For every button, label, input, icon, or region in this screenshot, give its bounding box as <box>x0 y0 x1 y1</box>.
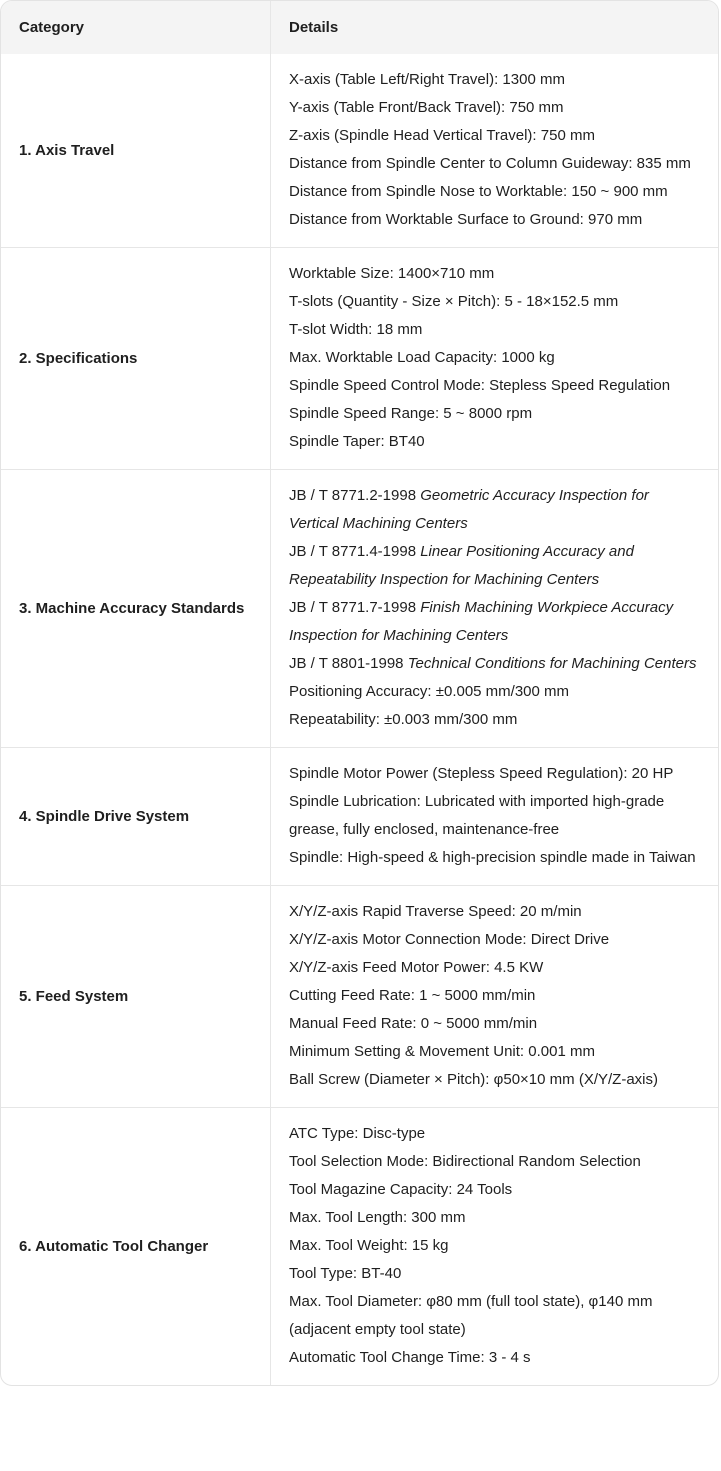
category-label: 4. Spindle Drive System <box>19 808 190 825</box>
detail-item: Ball Screw (Diameter × Pitch): φ50×10 mm (X/Y/Z-axis) <box>289 1071 658 1088</box>
table-row <box>1 247 718 469</box>
category-cell <box>1 470 271 747</box>
details-cell <box>271 54 718 247</box>
table-row <box>1 747 718 885</box>
details-cell <box>271 1108 718 1385</box>
category-cell <box>1 886 271 1107</box>
detail-item: Worktable Size: 1400×710 mm <box>289 265 495 282</box>
detail-item: X-axis (Table Left/Right Travel): 1300 mm <box>289 71 565 88</box>
standard-item <box>289 594 700 650</box>
category-cell <box>1 54 271 247</box>
standard-title: Finish Machining Workpiece Accuracy Inspection for Machining Centers <box>289 599 674 644</box>
category-cell <box>1 1108 271 1385</box>
detail-item: T-slots (Quantity - Size × Pitch): 5 - 18×152.5 mm <box>289 293 619 310</box>
category-cell <box>1 248 271 469</box>
detail-item: Distance from Worktable Surface to Ground: 970 mm <box>289 211 643 228</box>
standard-title: Technical Conditions for Machining Centers <box>407 655 697 672</box>
header-category: Category <box>1 1 271 54</box>
detail-item: Automatic Tool Change Time: 3 - 4 s <box>289 1349 531 1366</box>
detail-item: Spindle Speed Range: 5 ~ 8000 rpm <box>289 405 533 422</box>
detail-item: Distance from Spindle Center to Column Guideway: 835 mm <box>289 155 691 172</box>
detail-item: X/Y/Z-axis Rapid Traverse Speed: 20 m/min <box>289 903 582 920</box>
detail-item: T-slot Width: 18 mm <box>289 321 423 338</box>
standard-title: Geometric Accuracy Inspection for Vertical Machining Centers <box>289 487 649 532</box>
table-row <box>1 54 718 247</box>
detail-item: Tool Magazine Capacity: 24 Tools <box>289 1181 513 1198</box>
detail-item: Spindle: High-speed & high-precision spindle made in Taiwan <box>289 849 696 866</box>
standard-item <box>289 650 700 678</box>
detail-item: Tool Selection Mode: Bidirectional Random Selection <box>289 1153 641 1170</box>
details-cell <box>271 470 718 747</box>
standard-item <box>289 482 700 538</box>
detail-item: Minimum Setting & Movement Unit: 0.001 mm <box>289 1043 595 1060</box>
detail-item: X/Y/Z-axis Feed Motor Power: 4.5 KW <box>289 959 544 976</box>
detail-item: Max. Tool Length: 300 mm <box>289 1209 466 1226</box>
detail-item: Repeatability: ±0.003 mm/300 mm <box>289 711 518 728</box>
details-cell <box>271 886 718 1107</box>
detail-item: Distance from Spindle Nose to Worktable: 150 ~ 900 mm <box>289 183 668 200</box>
standard-code: JB / T 8771.2-1998 <box>289 487 417 504</box>
category-label: 3. Machine Accuracy Standards <box>19 600 245 617</box>
details-cell <box>271 248 718 469</box>
standard-item <box>289 538 700 594</box>
table-row <box>1 885 718 1107</box>
detail-item: Spindle Motor Power (Stepless Speed Regulation): 20 HP <box>289 765 674 782</box>
standard-code: JB / T 8771.7-1998 <box>289 599 417 616</box>
standard-code: JB / T 8771.4-1998 <box>289 543 417 560</box>
detail-item: Y-axis (Table Front/Back Travel): 750 mm <box>289 99 564 116</box>
detail-item: Spindle Speed Control Mode: Stepless Speed Regulation <box>289 377 671 394</box>
detail-item: Spindle Lubrication: Lubricated with imported high-grade grease, fully enclosed, maintenance-free <box>289 793 665 838</box>
detail-item: Manual Feed Rate: 0 ~ 5000 mm/min <box>289 1015 538 1032</box>
category-label: 2. Specifications <box>19 350 138 367</box>
table-row <box>1 469 718 747</box>
detail-item: Tool Type: BT-40 <box>289 1265 402 1282</box>
detail-item: Z-axis (Spindle Head Vertical Travel): 750 mm <box>289 127 595 144</box>
category-cell <box>1 748 271 885</box>
detail-item: X/Y/Z-axis Motor Connection Mode: Direct Drive <box>289 931 610 948</box>
detail-item: Max. Tool Diameter: φ80 mm (full tool state), φ140 mm (adjacent empty tool state) <box>289 1293 653 1338</box>
detail-item: Positioning Accuracy: ±0.005 mm/300 mm <box>289 683 570 700</box>
details-cell <box>271 748 718 885</box>
detail-item: Cutting Feed Rate: 1 ~ 5000 mm/min <box>289 987 536 1004</box>
header-details: Details <box>289 18 339 36</box>
standard-title: Linear Positioning Accuracy and Repeatability Inspection for Machining Centers <box>289 543 634 588</box>
detail-item: Max. Tool Weight: 15 kg <box>289 1237 449 1254</box>
table-header <box>1 1 718 54</box>
category-label: 6. Automatic Tool Changer <box>19 1238 209 1255</box>
detail-item: Spindle Taper: BT40 <box>289 433 425 450</box>
category-label: 5. Feed System <box>19 988 129 1005</box>
standard-code: JB / T 8801-1998 <box>289 655 404 672</box>
table-row <box>1 1107 718 1385</box>
detail-item: Max. Worktable Load Capacity: 1000 kg <box>289 349 555 366</box>
category-label: 1. Axis Travel <box>19 142 115 159</box>
detail-item: ATC Type: Disc-type <box>289 1125 426 1142</box>
